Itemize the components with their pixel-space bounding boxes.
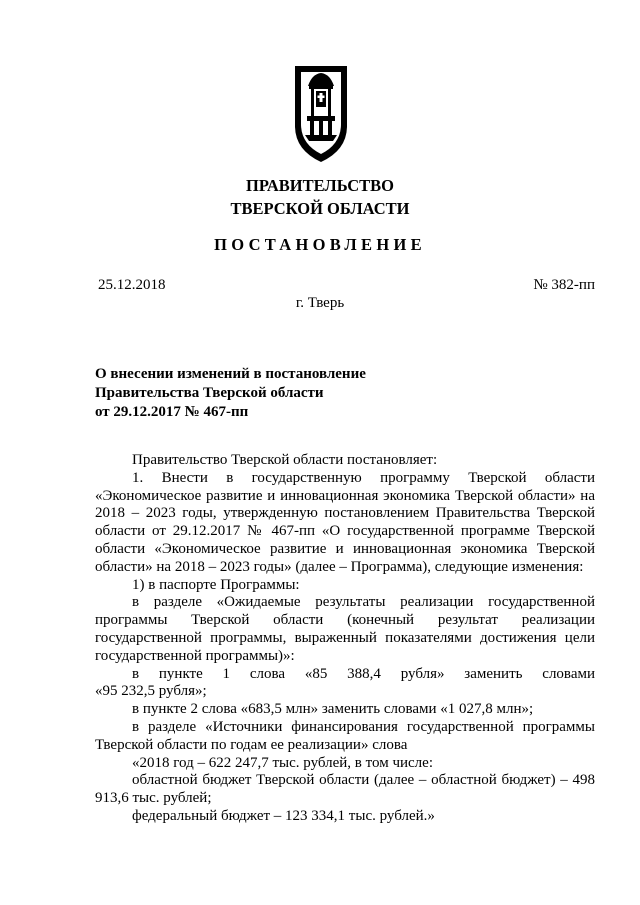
subject-line: О внесении изменений в постановление: [95, 366, 366, 382]
tver-coat-of-arms-icon: [292, 64, 350, 164]
document-body: [95, 452, 595, 826]
paragraph-point-1-first-line: в пункте 1 слова «85 388,4 рубля» заменить словами: [132, 665, 595, 682]
subject-line: Правительства Тверской области: [95, 385, 324, 401]
paragraph-item-1: «Экономическое развитие и инновационная экономика Тверской области» на 2018 – 2023 годы, утвержденную постановлением Правительства Тверской области от 29.12.2017 № 467-пп «О государственной программе Тверской области «Экономическое развитие и инновационная экономика Тверской области» на 2018 – 2023 годы» (далее – Программа), следующие изменения:: [95, 487, 595, 575]
paragraph-federal-budget: федеральный бюджет – 123 334,1 тыс. рублей.»: [132, 807, 435, 824]
subject-line: от 29.12.2017 № 467-пп: [95, 404, 249, 420]
paragraph-point-2: в пункте 2 слова «683,5 млн» заменить словами «1 027,8 млн»;: [132, 701, 534, 718]
paragraph-subitem-1: 1) в паспорте Программы:: [132, 576, 300, 593]
paragraph-financing-sources: в разделе «Источники финансирования государственной программы Тверской области по годам ее реализации» слова: [95, 718, 595, 753]
paragraph-item-1-first-line: 1. Внести в государственную программу Тверской области: [132, 469, 595, 486]
document-date: 25.12.2018: [98, 277, 166, 293]
document-city: г. Тверь: [295, 295, 345, 311]
document-subject: [95, 365, 366, 422]
government-title: ПРАВИТЕЛЬСТВО: [246, 176, 394, 195]
region-title: ТВЕРСКОЙ ОБЛАСТИ: [230, 199, 410, 218]
paragraph-expected-results: в разделе «Ожидаемые результаты реализации государственной программы Тверской области (конечный результат реализации государственной программы, выраженный показателями достижения цели государственной программы)»:: [95, 594, 595, 664]
paragraph-point-1-second-line: «95 232,5 рубля»;: [95, 683, 207, 700]
paragraph-year-2018: «2018 год – 622 247,7 тыс. рублей, в том числе:: [132, 754, 433, 771]
document-number: № 382-пп: [533, 277, 595, 293]
document-type-title: ПОСТАНОВЛЕНИЕ: [214, 235, 426, 254]
paragraph-preamble: Правительство Тверской области постановляет:: [132, 452, 438, 468]
paragraph-regional-budget: областной бюджет Тверской области (далее – областной бюджет) – 498 913,6 тыс. рублей;: [95, 772, 595, 807]
